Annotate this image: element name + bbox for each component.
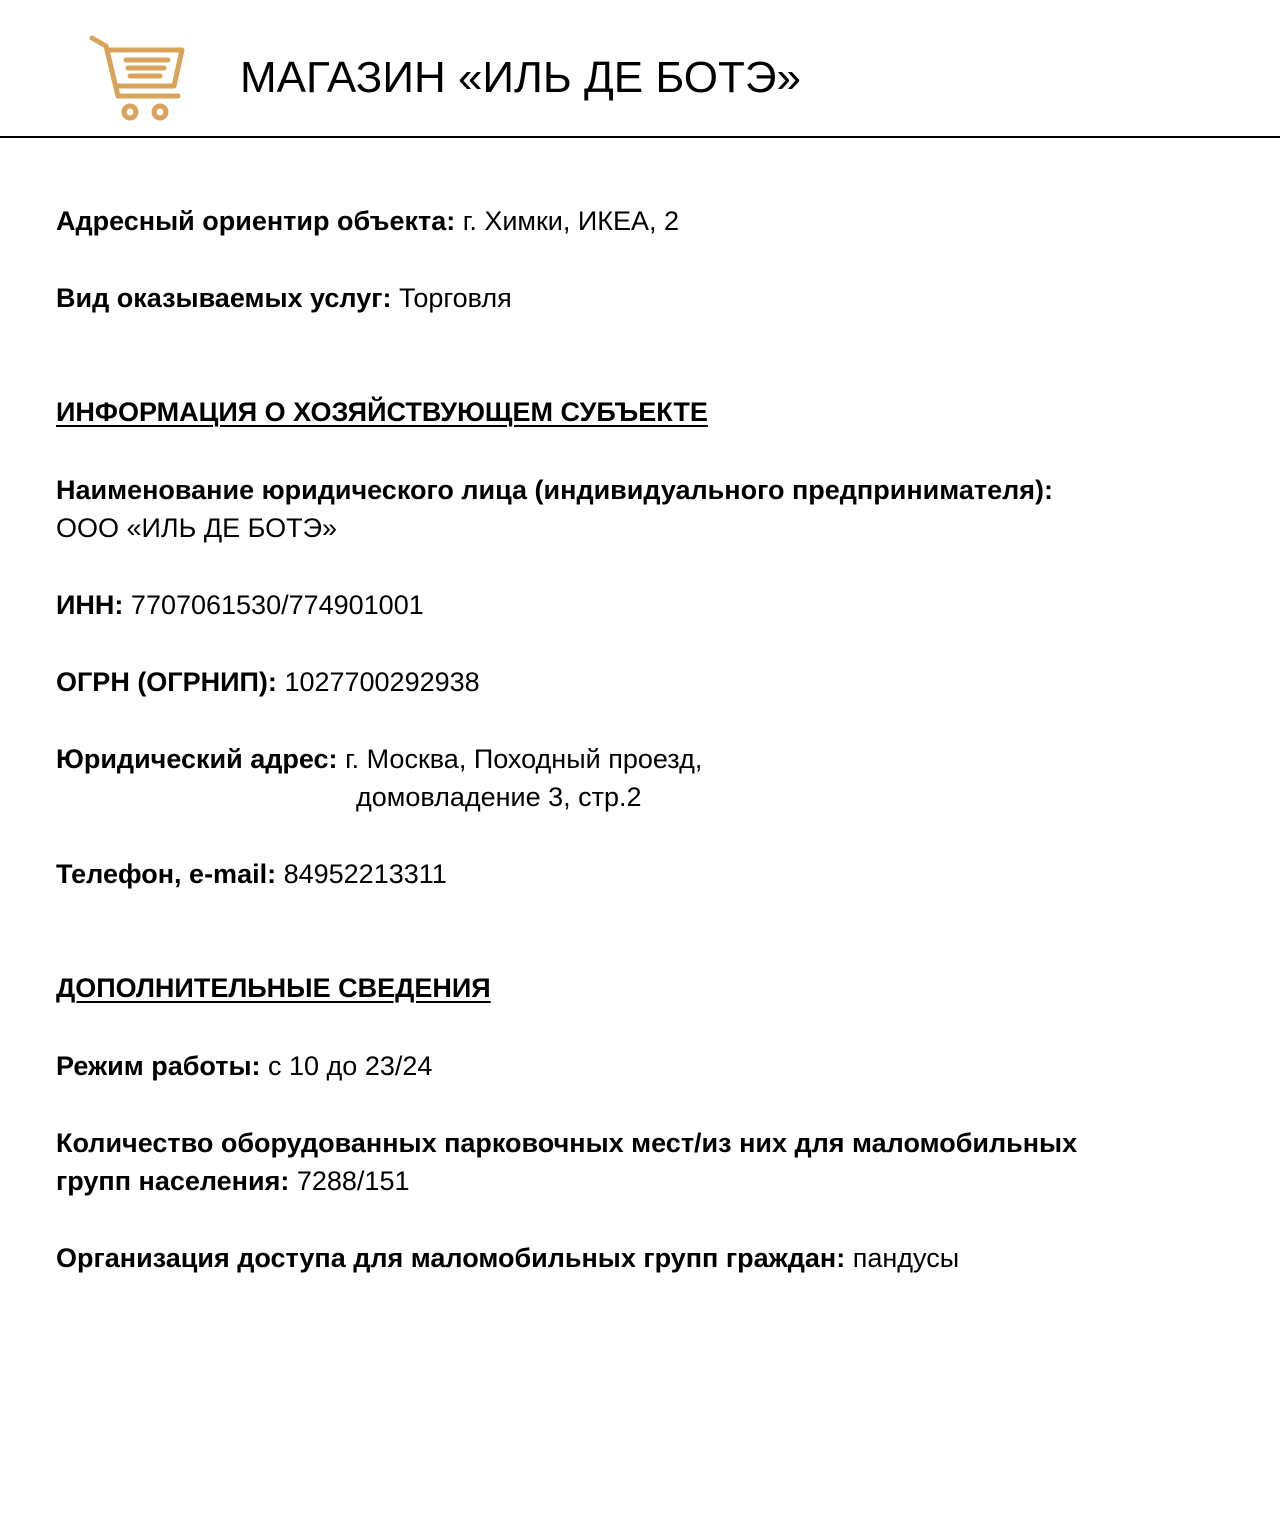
- legal-address-line2: домовладение 3, стр.2: [356, 782, 642, 812]
- ogrn-label: ОГРН (ОГРНИП):: [56, 667, 277, 697]
- hours-value: с 10 до 23/24: [268, 1051, 433, 1081]
- legal-address-row: [56, 740, 702, 778]
- access-value: пандусы: [852, 1243, 960, 1273]
- shopping-cart-icon: [86, 32, 190, 124]
- parking-label-line1: Количество оборудованных парковочных мест/из них для маломобильных: [56, 1128, 1078, 1158]
- entity-section-title: ИНФОРМАЦИЯ О ХОЗЯЙСТВУЮЩЕМ СУБЪЕКТЕ: [56, 397, 708, 427]
- ogrn-row: [56, 663, 480, 701]
- page-header: [0, 0, 1280, 138]
- services-row: [56, 279, 512, 317]
- page-title: МАГАЗИН «ИЛЬ ДЕ БОТЭ»: [240, 53, 801, 102]
- object-address-label: Адресный ориентир объекта:: [56, 206, 456, 236]
- parking-value: 7288/151: [296, 1166, 410, 1196]
- legal-address-label: Юридический адрес:: [56, 744, 338, 774]
- parking-label-line2: групп населения:: [56, 1166, 290, 1196]
- access-row: [56, 1239, 959, 1277]
- entity-name-label: Наименование юридического лица (индивидуального предпринимателя):: [56, 475, 1053, 505]
- inn-row: [56, 586, 424, 624]
- entity-name-value: ООО «ИЛЬ ДЕ БОТЭ»: [56, 513, 337, 543]
- object-address-value: г. Химки, ИКЕА, 2: [462, 206, 680, 236]
- legal-address-line1: г. Москва, Походный проезд,: [345, 744, 703, 774]
- inn-value: 7707061530/774901001: [130, 590, 424, 620]
- parking-row: [56, 1162, 409, 1200]
- contacts-label: Телефон, e-mail:: [56, 859, 277, 889]
- hours-row: [56, 1047, 432, 1085]
- contacts-value: 84952213311: [283, 859, 447, 889]
- ogrn-value: 1027700292938: [284, 667, 480, 697]
- services-value: Торговля: [398, 283, 512, 313]
- entity-name-label-row: [56, 471, 1053, 509]
- parking-label-row: [56, 1124, 1077, 1162]
- contacts-row: [56, 855, 447, 893]
- inn-label: ИНН:: [56, 590, 124, 620]
- access-label: Организация доступа для маломобильных групп граждан:: [56, 1243, 846, 1273]
- hours-label: Режим работы:: [56, 1051, 261, 1081]
- services-label: Вид оказываемых услуг:: [56, 283, 392, 313]
- object-address-row: [56, 202, 679, 240]
- additional-section-title: ДОПОЛНИТЕЛЬНЫЕ СВЕДЕНИЯ: [56, 973, 491, 1003]
